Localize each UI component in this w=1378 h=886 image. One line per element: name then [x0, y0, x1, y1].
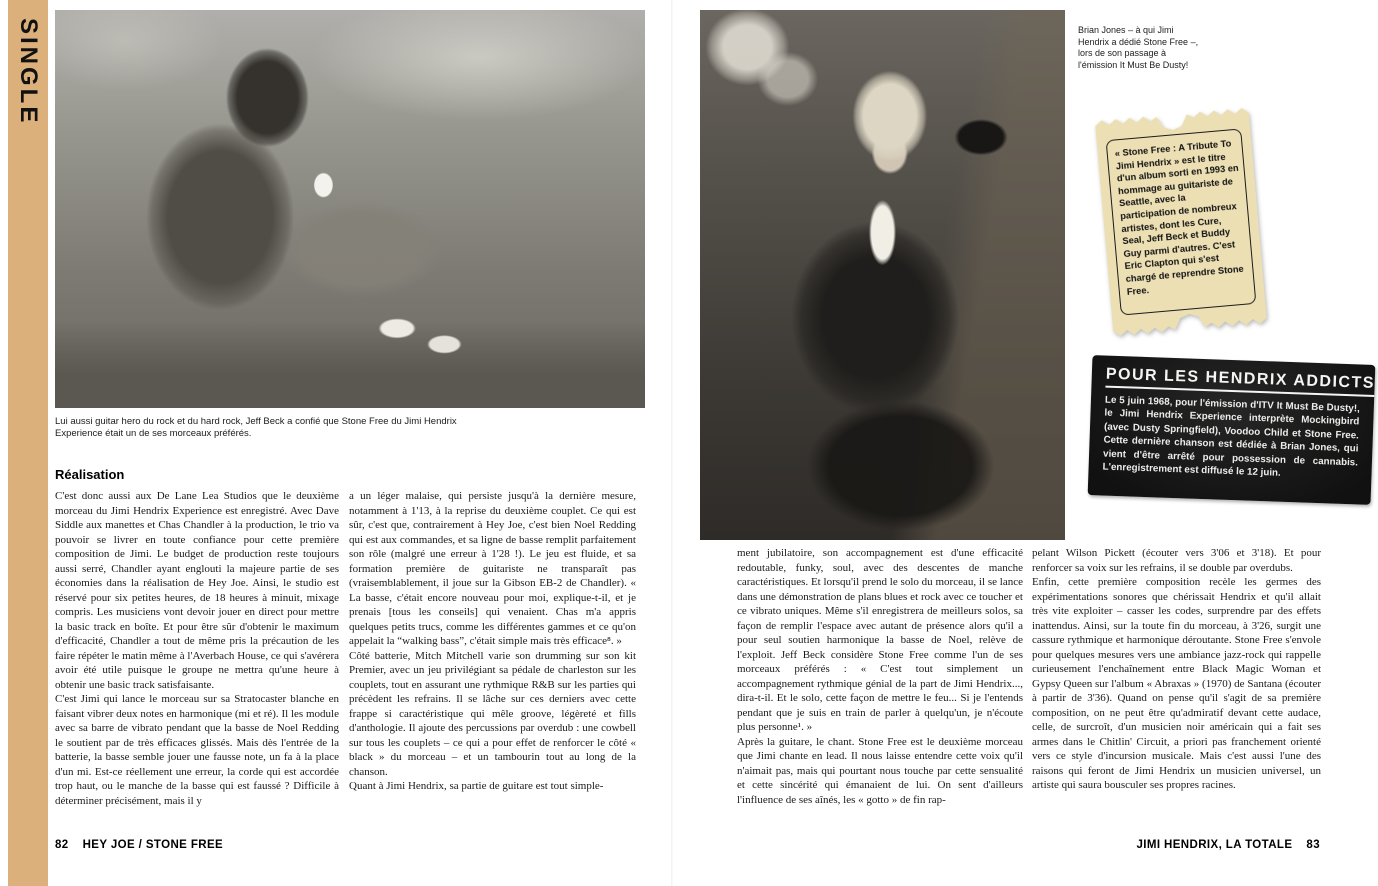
right-page-column-2	[1032, 546, 1321, 793]
jeff-beck-photo-caption: Lui aussi guitar hero du rock et du hard rock, Jeff Beck a confié que Stone Free du Jimi Hendrix Experience était un de ses morceaux préférés.	[55, 416, 457, 439]
right-running-title: JIMI HENDRIX, LA TOTALE	[1136, 839, 1293, 851]
left-page-column-2	[349, 489, 636, 794]
body-paragraph: a un léger malaise, qui persiste jusqu'à la dernière mesure, notamment à 1'13, à la reprise du deuxième couplet. Ce qui est sûr, c'est que, contrairement à Hey Joe, c'est bien Noel Redding qui est aux commandes, et sa ligne de basse remplit parfaitement son rôle (malgré une erreur à 1'28 !). Le jeu est fluide, et sa formation première de guitariste ne transparaît pas (vraisemblablement, il joue sur la Gibson EB-2 de Chandler). « La basse, c'était encore nouveau pour moi, explique-t-il, et je prenais [tous les conseils] qui venaient. Chas m'a appris quelques petits trucs, comme les différentes gammes et ce qu'on appelait la “walking bass”, c'était simple mais très efficace⁸. »	[349, 490, 636, 647]
brian-jones-photo-caption: Brian Jones – à qui Jimi Hendrix a dédié Stone Free –, lors de son passage à l'émission It Must Be Dusty!	[1078, 25, 1199, 70]
left-page-column-1	[55, 489, 339, 808]
brian-jones-photo	[700, 10, 1065, 540]
chapter-tab	[8, 0, 48, 886]
hendrix-addicts-body: Le 5 juin 1968, pour l'émission d'ITV It Must Be Dusty!, le Jimi Hendrix Experience interprète Mockingbird (avec Dusty Springfield), Voodoo Child et Stone Free. Cette dernière chanson est dédiée à Brian Jones, qui vient d'être arrêté pour possession de cannabis. L'enregistrement est diffusé le 12 juin.	[1102, 394, 1361, 479]
chapter-tab-label: SINGLE	[15, 18, 42, 126]
body-paragraph: C'est Jimi qui lance le morceau sur sa Stratocaster blanche en faisant vibrer deux notes en harmonique (mi et ré). Il les module avec sa barre de vibrato pendant que la basse de Noel Redding le soutient par de très efficaces glissés. Mais dès l'entrée de la batterie, la basse semble jouer une fausse note, un fa à la place d'un mi. Est-ce réellement une erreur, la corde qui est accordée trop haut, ou le manche de la basse qui est faussé ? Difficile à déterminer précisément, mais il y	[55, 693, 339, 807]
jeff-beck-photo	[55, 10, 645, 408]
body-paragraph: pelant Wilson Pickett (écouter vers 3'06 et 3'18). Et pour renforcer sa voix sur les refrains, il se double par overdubs.	[1032, 547, 1321, 574]
left-page-number: 82	[55, 839, 69, 851]
left-page-footer	[55, 839, 223, 851]
body-paragraph: Quant à Jimi Hendrix, sa partie de guitare est tout simple-	[349, 780, 604, 792]
ticket-note-text: « Stone Free : A Tribute To Jimi Hendrix » est le titre d'un album sorti en 1993 en hommage au guitariste de Seattle, avec la participation de nombreux artistes, dont les Cure, Seal, Jeff Beck et Buddy Guy parmi d'autres. C'est Eric Clapton qui s'est chargé de reprendre Stone Free.	[1114, 138, 1245, 297]
section-heading: Réalisation	[55, 467, 125, 482]
tribute-ticket-note	[1095, 106, 1268, 339]
right-page-footer	[1136, 839, 1320, 851]
body-paragraph: Côté batterie, Mitch Mitchell varie son drumming sur son kit Premier, avec un jeu privilégiant sa pédale de charleston sur les couplets, tout en assurant une rythmique R&B sur les parties qui précèdent les refrains. Il se lâche sur ces derniers avec cette frappe si caractéristique qui mêle groove, légèreté et fills d'anthologie. Il ajoute des percussions par overdub : une cowbell sur tous les couplets – ce qui a pour effet de renforcer le côté « black » du morceau – et un tambourin tout au long de la chanson.	[349, 649, 636, 778]
body-paragraph: C'est donc aussi aux De Lane Lea Studios que le deuxième morceau du Jimi Hendrix Experience est enregistré. Avec Dave Siddle aux manettes et Chas Chandler à la production, le trio va pouvoir se livrer en toute confiance pour cette première composition de Jimi. Le budget de production reste toujours aussi serré, Chandler ayant englouti la majeure partie de ses économies dans la réalisation de Hey Joe. Ainsi, le studio est réservé pour six petites heures, de 18 heures à minuit, mixage compris. Les musiciens vont devoir jouer en direct pour mettre la basic track en boîte. Et pour être sûr d'obtenir le maximum d'efficacité, Chandler a tout de même pris la précaution de les faire répéter le matin même à l'Averbach House, ce qui s'avérera avoir été utile puisque le groupe ne mettra qu'une heure à obtenir une basic track satisfaisante.	[55, 490, 339, 691]
hendrix-addicts-box	[1088, 355, 1376, 505]
body-paragraph: Enfin, cette première composition recèle les germes des expérimentations sonores que chérissait Hendrix et qu'il allait très vite exploiter – casser les codes, surprendre par des effets inattendus. Ainsi, sur la toute fin du morceau, à 3'26, surgit une cassure rythmique et harmonique déroutante. Stone Free s'envole pour quelques mesures vers une ambiance jazz-rock qui rappelle curieusement l'enchaînement entre Black Magic Woman et Gypsy Queen sur l'album « Abraxas » (1970) de Santana (écouter à partir de 3'36). Quand on pense qu'il s'agit de sa première composition, on ne peut être qu'admiratif devant cette audace, celle, de surcroît, d'un musicien noir américain qui a fait ses armes dans le Chitlin' Circuit, a priori pas franchement orienté vers ce style d'incursion musicale. Mais c'est aussi l'une des raisons qui feront de Jimi Hendrix un musicien universel, un artiste qui saura bousculer ses propres racines.	[1032, 576, 1321, 791]
right-page-column-1	[737, 546, 1023, 807]
body-paragraph: ment jubilatoire, son accompagnement est d'une efficacité redoutable, funky, soul, avec des descentes de manche caractéristiques. Et lorsqu'il prend le solo du morceau, il se lance dans une démonstration de plans blues et rock avec ce toucher et ce vibrato uniques. Même s'il enregistrera de meilleurs solos, sa façon de remplir l'espace avec autant de présence alors qu'il a pour seul soutien harmonique la basse de Noel, relève de l'exploit. Jeff Beck considère Stone Free comme l'un de ses morceaux préférés : « C'est tout simplement un accompagnement rythmique génial de la part de Jimi Hendrix..., dira-t-il. Et le solo, cette façon de mettre le feu... Si je l'entends pendant que je suis en train de parler à quelqu'un, je n'écoute plus personne¹. »	[737, 547, 1023, 733]
page-gutter	[671, 0, 673, 886]
right-page-number: 83	[1306, 839, 1320, 851]
body-paragraph: Après la guitare, le chant. Stone Free est le deuxième morceau que Jimi chante en lead. Il nous laisse entendre cette voix qu'il n'aimait pas, mais qui pourtant nous touche par cette sensualité et cette sincérité qui émanaient de lui. On sent d'ailleurs l'influence de ses aînés, les « gotto » de fin rap-	[737, 735, 1023, 806]
left-running-title: HEY JOE / STONE FREE	[82, 839, 224, 851]
hendrix-addicts-title: POUR LES HENDRIX ADDICTS	[1105, 366, 1375, 397]
